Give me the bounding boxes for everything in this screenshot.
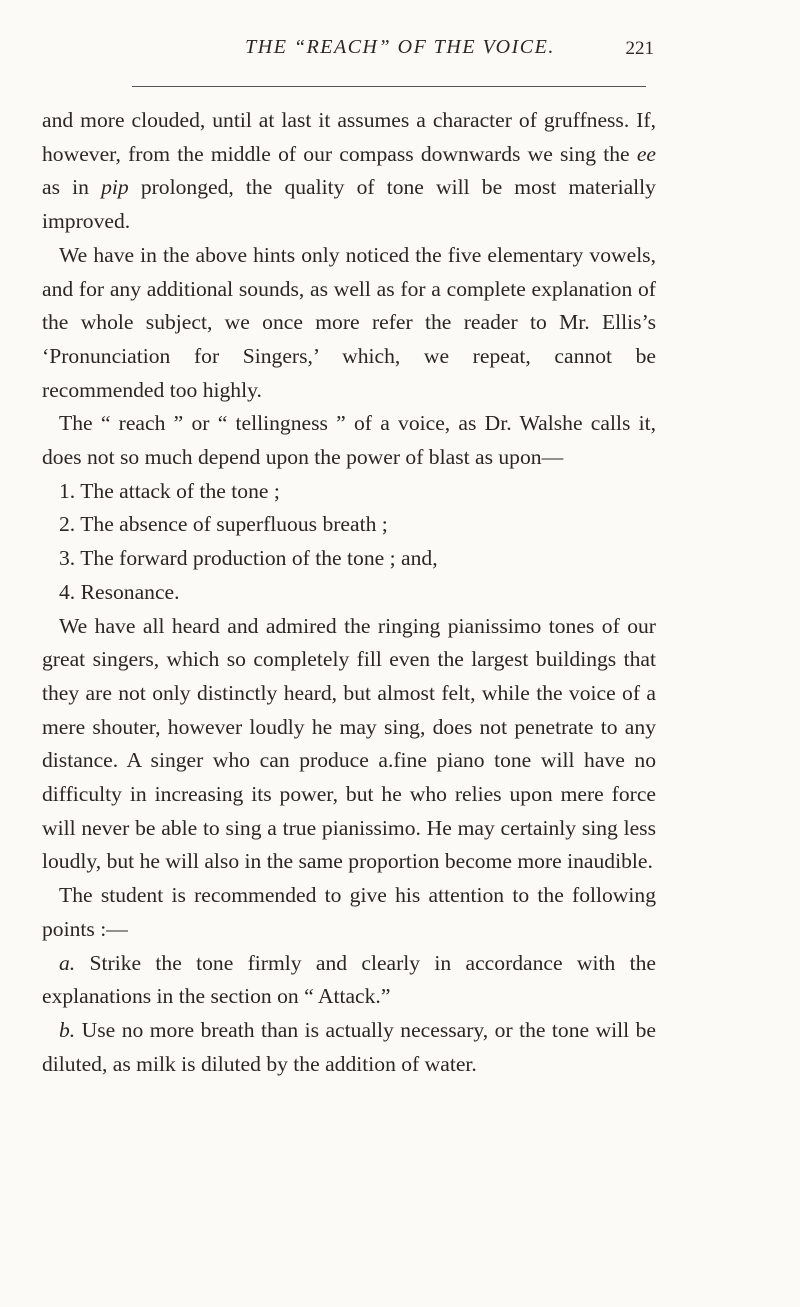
running-title: THE “REACH” OF THE VOICE. [245, 36, 555, 58]
point-a [42, 947, 656, 1014]
list-item: 4. Resonance. [59, 579, 180, 604]
paragraph: We have all heard and admired the ringing pianissimo tones of our great singers, which so completely fill even the largest buildings that they are not only distinctly heard, but almost felt, while the voice of a mere shouter, however loudly he may sing, does not penetrate to any distance. A singer who can produce a.fine piano tone will have no difficulty in increasing its power, but he who relies upon mere force will never be able to sing a true pianissimo. He may certainly sing less loudly, but he will also in the same proportion become more inaudible. [42, 613, 656, 874]
point-label: b. [59, 1017, 76, 1042]
point-text: Use no more breath than is actually necessary, or the tone will be diluted, as milk is diluted by the addition of water. [42, 1017, 656, 1076]
italic-word: pip [101, 175, 129, 200]
list-item: 2. The absence of superfluous breath ; [59, 512, 388, 537]
text-run: prolonged, the quality of tone will be most materially improved. [42, 175, 656, 234]
list-item: 3. The forward production of the tone ; and, [59, 546, 438, 571]
page-number: 221 [625, 38, 654, 59]
list-item: 1. The attack of the tone ; [59, 478, 280, 503]
paragraph-continued [42, 104, 656, 239]
text-run: and more clouded, until at last it assumes a character of gruffness. If, however, from the middle of our compass downwards we sing the [42, 108, 656, 166]
point-label: a. [59, 950, 76, 975]
text-run: as in [42, 175, 102, 200]
paragraph: The “ reach ” or “ tellingness ” of a voice, as Dr. Walshe calls it, does not so much depend upon the power of blast as upon— [42, 411, 656, 470]
italic-word: ee [636, 141, 656, 166]
paragraph: The student is recommended to give his attention to the following points :— [42, 883, 656, 941]
header-rule [132, 86, 646, 87]
point-text: Strike the tone firmly and clearly in accordance with the explanations in the section on “ Attack.” [42, 950, 656, 1009]
paragraph: We have in the above hints only noticed the five elementary vowels, and for any additional sounds, as well as for a complete explanation of the whole subject, we once more refer the reader to Mr. Ellis’s ‘Pronunciation for Singers,’ which, we repeat, cannot be recommended too highly. [42, 242, 656, 402]
body-text [42, 104, 656, 1081]
point-b [42, 1014, 656, 1081]
running-head [0, 32, 800, 66]
